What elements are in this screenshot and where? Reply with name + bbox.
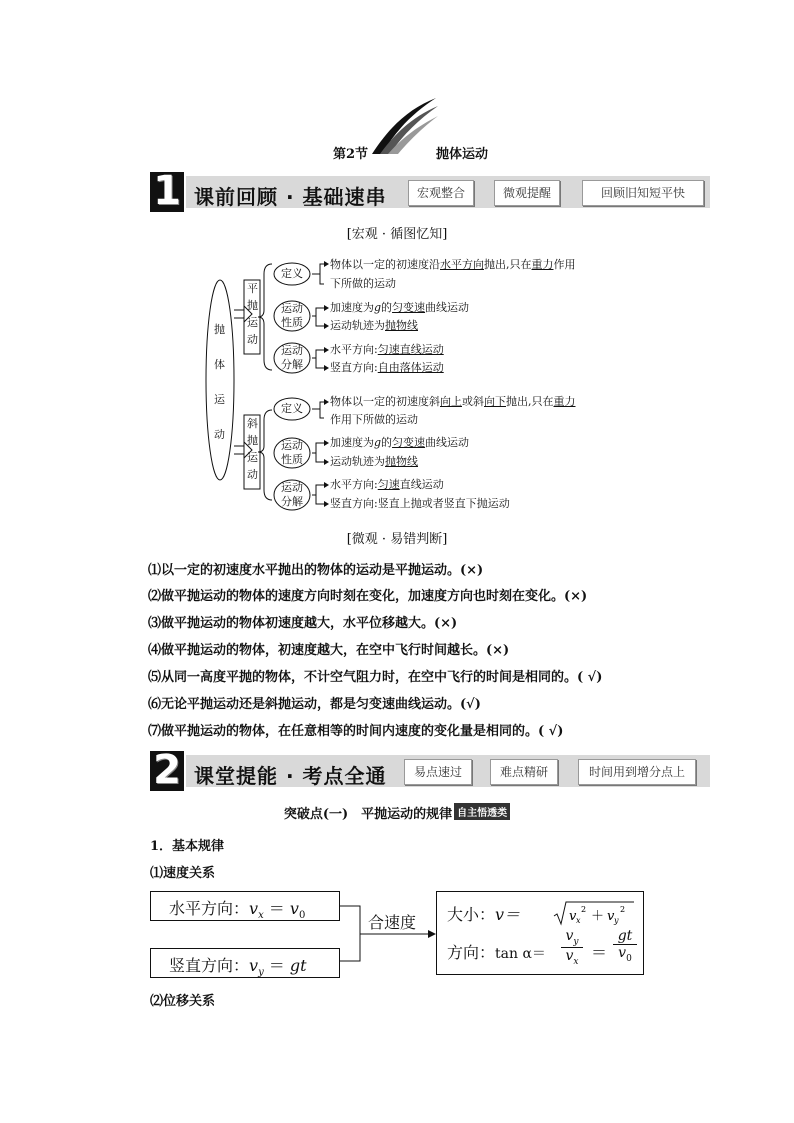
banner-number: 1 <box>153 168 181 214</box>
fraction-gt-v0: gt $v_0$ <box>613 928 637 964</box>
svg-text:v: v <box>569 909 577 924</box>
tab-hard-points[interactable]: 难点精研 <box>490 759 558 785</box>
svg-text:＋: ＋ <box>591 909 605 924</box>
svg-text:y: y <box>614 916 619 925</box>
node-decomposition: 分解 <box>281 358 303 371</box>
projectile-vertical: 竖直方向:自由落体运动 <box>330 361 444 374</box>
page-title <box>0 143 794 163</box>
judgment-item: ⑶做平抛运动的物体初速度越大，水平位移越大。(×) <box>148 616 458 631</box>
oblique-definition: 物体以一定的初速度斜向上或斜向下抛出,只在重力 <box>330 395 576 408</box>
branch1-char: 平 <box>247 282 258 295</box>
banner-title: 课前回顾 · 基础速串 <box>194 185 387 209</box>
velocity-relation-heading: ⑴速度关系 <box>150 866 216 881</box>
combine-label: 合速度 <box>368 913 417 932</box>
projectile-definition: 物体以一定的初速度沿水平方向抛出,只在重力作用 <box>330 258 576 271</box>
fraction-vy-vx: $v_y$ $v_x$ <box>561 928 583 967</box>
section-name: 抛体运动 <box>436 147 489 162</box>
section-banner-2 <box>150 747 710 793</box>
banner-title: 课堂提能 · 考点全通 <box>194 764 387 788</box>
branch2-char: 斜 <box>247 417 258 430</box>
branch1-char: 动 <box>247 333 258 346</box>
judgment-item: ⑺做平抛运动的物体，在任意相等的时间内速度的变化量是相同的。( √) <box>148 724 564 739</box>
branch2-char: 抛 <box>247 434 258 447</box>
tab-score-points[interactable]: 时间用到增分点上 <box>578 759 696 785</box>
root-char: 动 <box>214 428 225 441</box>
horizontal-velocity-box: 水平方向：$v_x = v_0$ <box>150 891 340 921</box>
root-char: 体 <box>214 358 225 371</box>
vertical-velocity-box: 竖直方向：$v_y$ ＝ gt <box>150 948 340 978</box>
oblique-definition-line2: 作用下所做的运动 <box>330 413 418 426</box>
projectile-trajectory: 运动轨迹为抛物线 <box>330 319 418 332</box>
tab-micro-reminder[interactable]: 微观提醒 <box>494 180 560 206</box>
projectile-acceleration: 加速度为g的匀变速曲线运动 <box>330 301 470 314</box>
concept-map <box>200 250 630 520</box>
root-char: 抛 <box>214 323 225 336</box>
node-decomposition: 运动 <box>281 344 303 357</box>
svg-text:2: 2 <box>581 905 587 914</box>
judgment-item: ⑹无论平抛运动还是斜抛运动，都是匀变速曲线运动。(√) <box>148 697 481 712</box>
judgment-item: ⑸从同一高度平抛的物体，不计空气阻力时，在空中飞行的时间是相同的。( √) <box>148 670 603 685</box>
svg-text:v: v <box>607 909 615 924</box>
basic-law-heading: 1．基本规律 <box>150 839 225 854</box>
judgment-item: ⑷做平抛运动的物体，初速度越大，在空中飞行时间越长。(×) <box>148 643 510 658</box>
node-nature: 性质 <box>281 453 303 466</box>
node-definition: 定义 <box>281 267 303 280</box>
section-number: 第2节 <box>333 147 369 162</box>
breakthrough-title: 突破点(一) 平抛运动的规律 自主悟透类 <box>0 803 794 822</box>
resultant-velocity-box: 大小：v＝ v x 2 ＋ v y 2 方向：tan α＝ $v_y$ $v_x$ ＝ gt $v_0$ <box>436 891 644 975</box>
node-definition: 定义 <box>281 402 303 415</box>
node-nature: 性质 <box>281 316 303 329</box>
svg-text:x: x <box>576 916 581 925</box>
oblique-vertical: 竖直方向:竖直上抛或者竖直下抛运动 <box>330 497 510 510</box>
node-decomposition: 分解 <box>281 495 303 508</box>
tab-easy-points[interactable]: 易点速过 <box>404 759 472 785</box>
oblique-acceleration: 加速度为g的匀变速曲线运动 <box>330 436 470 449</box>
judgment-item: ⑴以一定的初速度水平抛出的物体的运动是平抛运动。(×) <box>148 563 484 578</box>
branch1-char: 抛 <box>247 299 258 312</box>
node-nature: 运动 <box>281 439 303 452</box>
root-char: 运 <box>214 393 225 406</box>
oblique-trajectory: 运动轨迹为抛物线 <box>330 455 418 468</box>
velocity-diagram <box>150 886 650 981</box>
branch1-char: 运 <box>247 316 258 329</box>
macro-heading: [宏观 · 循图忆知] <box>346 227 448 242</box>
tab-review[interactable]: 回顾旧知短平快 <box>582 180 704 206</box>
sqrt-icon <box>553 900 635 926</box>
oblique-horizontal: 水平方向:匀速直线运动 <box>330 478 444 491</box>
banner-number: 2 <box>153 747 181 793</box>
displacement-relation-heading: ⑵位移关系 <box>150 994 216 1009</box>
tab-macro-integration[interactable]: 宏观整合 <box>408 180 474 206</box>
branch2-char: 动 <box>247 468 258 481</box>
projectile-horizontal: 水平方向:匀速直线运动 <box>330 343 444 356</box>
projectile-definition-line2: 下所做的运动 <box>330 277 396 290</box>
branch2-char: 运 <box>247 451 258 464</box>
svg-text:2: 2 <box>620 905 626 914</box>
judgment-item: ⑵做平抛运动的物体的速度方向时刻在变化，加速度方向也时刻在变化。(×) <box>148 589 588 604</box>
section-banner-1 <box>150 168 710 214</box>
node-decomposition: 运动 <box>281 481 303 494</box>
node-nature: 运动 <box>281 302 303 315</box>
micro-heading: [微观 · 易错判断] <box>346 532 448 547</box>
self-study-badge: 自主悟透类 <box>454 803 510 820</box>
